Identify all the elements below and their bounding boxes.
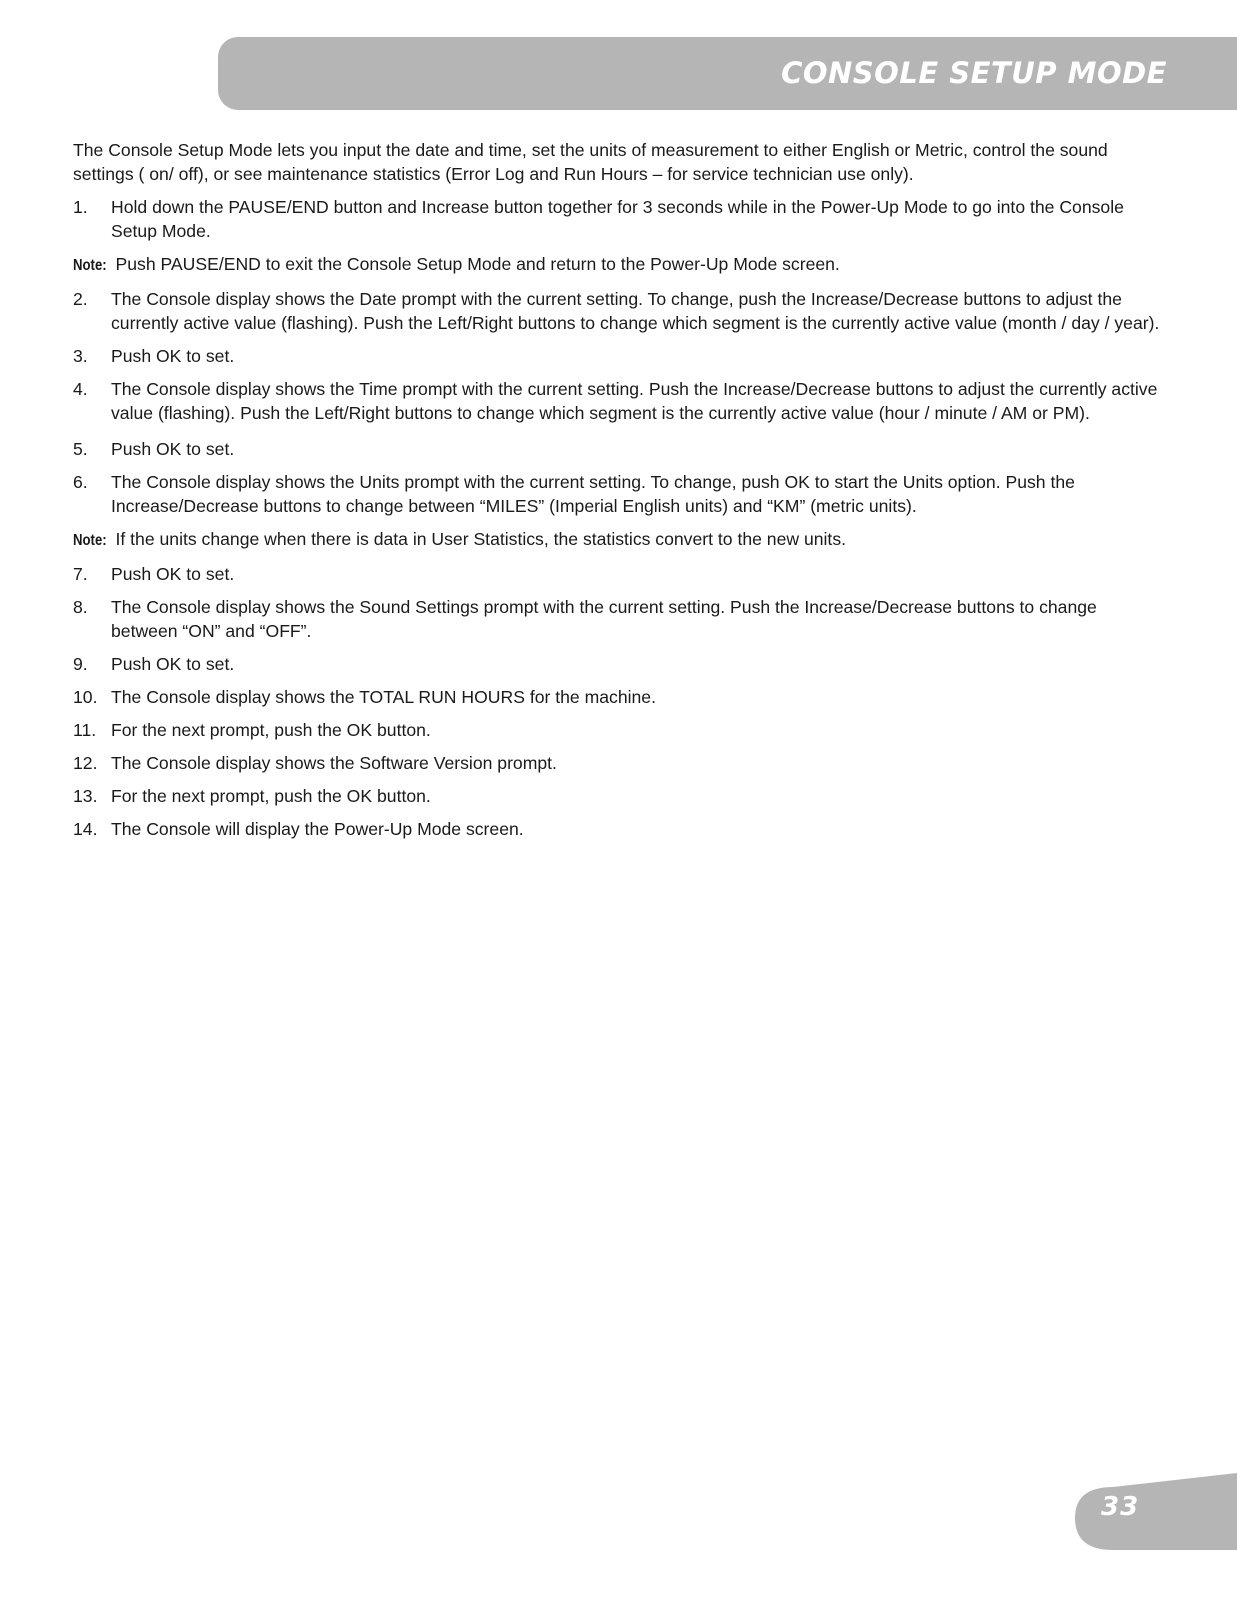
step-number: 1. — [73, 197, 88, 217]
note — [73, 252, 1168, 278]
step-item — [73, 751, 1168, 775]
page-number-tab — [1075, 1473, 1237, 1550]
step-number: 12. — [73, 753, 98, 773]
step-text: The Console display shows the Software Version prompt. — [111, 753, 557, 773]
step-item — [73, 718, 1168, 742]
step-item — [73, 344, 1168, 368]
step-number: 7. — [73, 564, 88, 584]
note-label: Note: — [73, 257, 107, 274]
page-body — [73, 138, 1168, 850]
step-item — [73, 195, 1168, 243]
step-number: 14. — [73, 819, 98, 839]
step-number: 6. — [73, 472, 88, 492]
step-number: 5. — [73, 439, 88, 459]
step-text: For the next prompt, push the OK button. — [111, 786, 431, 806]
intro-paragraph: The Console Setup Mode lets you input the date and time, set the units of measurement to either English or Metric, control the sound settings ( on/ off), or see maintenance statistics (Error Log and Run Hours – for service technician use only). — [73, 140, 1108, 184]
section-header — [218, 37, 1237, 110]
step-number: 8. — [73, 597, 88, 617]
step-item — [73, 652, 1168, 676]
page-number: 33 — [1101, 1492, 1140, 1522]
step-text: Hold down the PAUSE/END button and Increase button together for 3 seconds while in the Power-Up Mode to go into the Console Setup Mode. — [111, 197, 1124, 241]
step-text: The Console will display the Power-Up Mode screen. — [111, 819, 524, 839]
step-number: 10. — [73, 687, 98, 707]
step-item — [73, 784, 1168, 808]
note-text: If the units change when there is data in User Statistics, the statistics convert to the new units. — [115, 529, 847, 549]
step-text: The Console display shows the TOTAL RUN HOURS for the machine. — [111, 687, 656, 707]
step-item — [73, 437, 1168, 461]
step-item — [73, 377, 1168, 425]
step-number: 4. — [73, 379, 88, 399]
step-item — [73, 470, 1168, 518]
step-text: Push OK to set. — [111, 564, 235, 584]
step-item — [73, 817, 1168, 841]
step-text: Push OK to set. — [111, 654, 235, 674]
step-text: The Console display shows the Units prompt with the current setting. To change, push OK to start the Units option. Push the Increase/Decrease buttons to change between “MILES” (Imperial English units) and “KM” (metric units). — [111, 472, 1075, 516]
step-text: Push OK to set. — [111, 346, 235, 366]
note-text: Push PAUSE/END to exit the Console Setup Mode and return to the Power-Up Mode screen. — [115, 254, 840, 274]
step-text: For the next prompt, push the OK button. — [111, 720, 431, 740]
note-label: Note: — [73, 532, 107, 549]
step-item — [73, 287, 1168, 335]
step-number: 13. — [73, 786, 98, 806]
step-number: 9. — [73, 654, 88, 674]
step-text: The Console display shows the Date prompt with the current setting. To change, push the Increase/Decrease buttons to adjust the currently active value (flashing). Push the Left/Right buttons to change which segment is the currently active value (month / day / year). — [111, 289, 1160, 333]
step-text: The Console display shows the Time prompt with the current setting. Push the Increase/Decrease buttons to adjust the currently active value (flashing). Push the Left/Right buttons to change which segment is the currently active value (hour / minute / AM or PM). — [111, 379, 1158, 423]
step-number: 3. — [73, 346, 88, 366]
step-item — [73, 685, 1168, 709]
note — [73, 527, 1168, 553]
step-number: 11. — [73, 720, 97, 740]
step-text: Push OK to set. — [111, 439, 235, 459]
step-text: The Console display shows the Sound Settings prompt with the current setting. Push the Increase/Decrease buttons to change between “ON” and “OFF”. — [111, 597, 1097, 641]
section-title: CONSOLE SETUP MODE — [781, 56, 1167, 90]
step-number: 2. — [73, 289, 88, 309]
step-item — [73, 595, 1168, 643]
step-item — [73, 562, 1168, 586]
